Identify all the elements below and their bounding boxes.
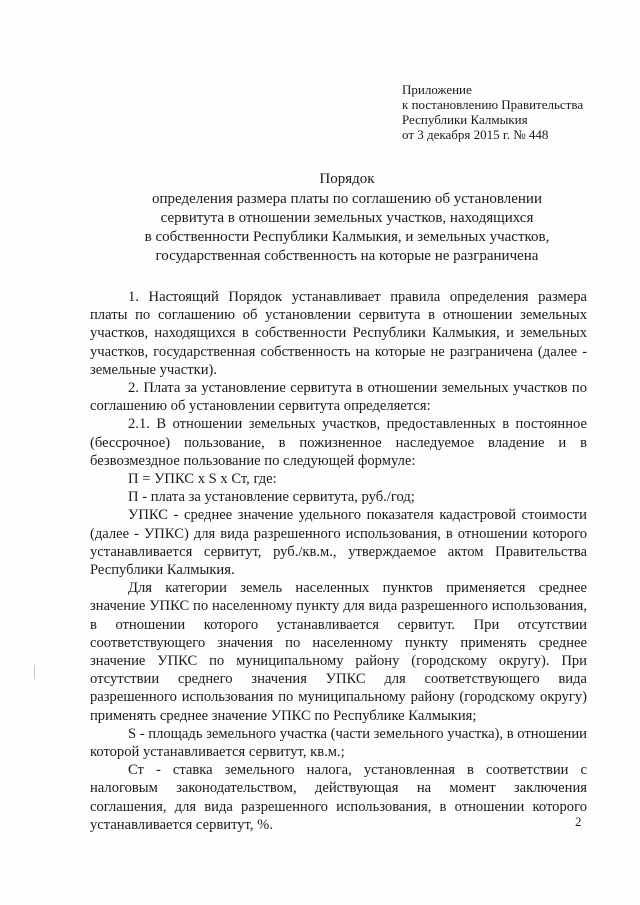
paragraph: 2.1. В отношении земельных участков, предоставленных в постоянное (бессрочное) пользование, в пожизненное наследуемое владение и в безвозмездное пользование по следующей формуле: — [90, 416, 587, 469]
formula: П = УПКС х S х Ст, где: — [128, 471, 277, 488]
appendix-line: Приложение — [402, 82, 472, 97]
title-line: в собственности Республики Калмыкия, и земельных участков, — [144, 229, 550, 245]
margin-mark — [34, 665, 35, 679]
definition-s: S - площадь земельного участка (части земельного участка), в отношении которой устанавливается сервитут, кв.м.; — [90, 725, 587, 761]
definition-p: П - плата за установление сервитута, руб./год; — [128, 489, 415, 506]
appendix-line: к постановлению Правительства — [402, 97, 584, 112]
document-title — [120, 170, 574, 266]
paragraph: 1. Настоящий Порядок устанавливает правила определения размера платы по соглашению об установлении сервитута в отношении земельных участков, находящихся в собственности Республики Калмыкия, и земельных участков, государственная собственность на которые не разграничена (далее - земельные участки). — [90, 289, 587, 378]
paragraph: 2. Плата за установление сервитута в отношении земельных участков по соглашению об установлении сервитута определяется: — [90, 380, 587, 415]
title-line: государственная собственность на которые не разграничена — [155, 248, 539, 264]
definition-upks: УПКС - среднее значение удельного показателя кадастровой стоимости (далее - УПКС) для вида разрешенного использования, в отношении которого устанавливается сервитут, руб./кв.м., утверждаемое актом Правительства Республики Калмыкия. — [90, 507, 587, 579]
appendix-line: Республики Калмыкия — [402, 112, 528, 127]
definition-st: Ст - ставка земельного налога, установленная в соответствии с налоговым законодательством, действующая на момент заключения соглашения, для вида разрешенного использования, в отношении которого устанавливается сервитут, %. — [90, 762, 587, 833]
page-number: 2 — [575, 814, 582, 829]
paragraph: Для категории земель населенных пунктов применяется среднее значение УПКС по населенному пункту для вида разрешенного использования, в отношении которого устанавливается сервитут. При отсутствии соответствующего значения по населенному пункту применять среднее значение УПКС по муниципальному району (городскому округу). При отсутствии среднего значения УПКС для соответствующего вида разрешенного использования по муниципальному району (городскому округу) применять среднее значение УПКС по Республике Калмыкия; — [90, 580, 587, 724]
document-body — [90, 288, 587, 834]
title-main: Порядок — [319, 171, 375, 187]
title-line: определения размера платы по соглашению об установлении — [152, 191, 542, 207]
appendix-header — [402, 82, 583, 142]
appendix-line: от 3 декабря 2015 г. № 448 — [402, 127, 549, 142]
title-line: сервитута в отношении земельных участков, находящихся — [160, 210, 534, 226]
